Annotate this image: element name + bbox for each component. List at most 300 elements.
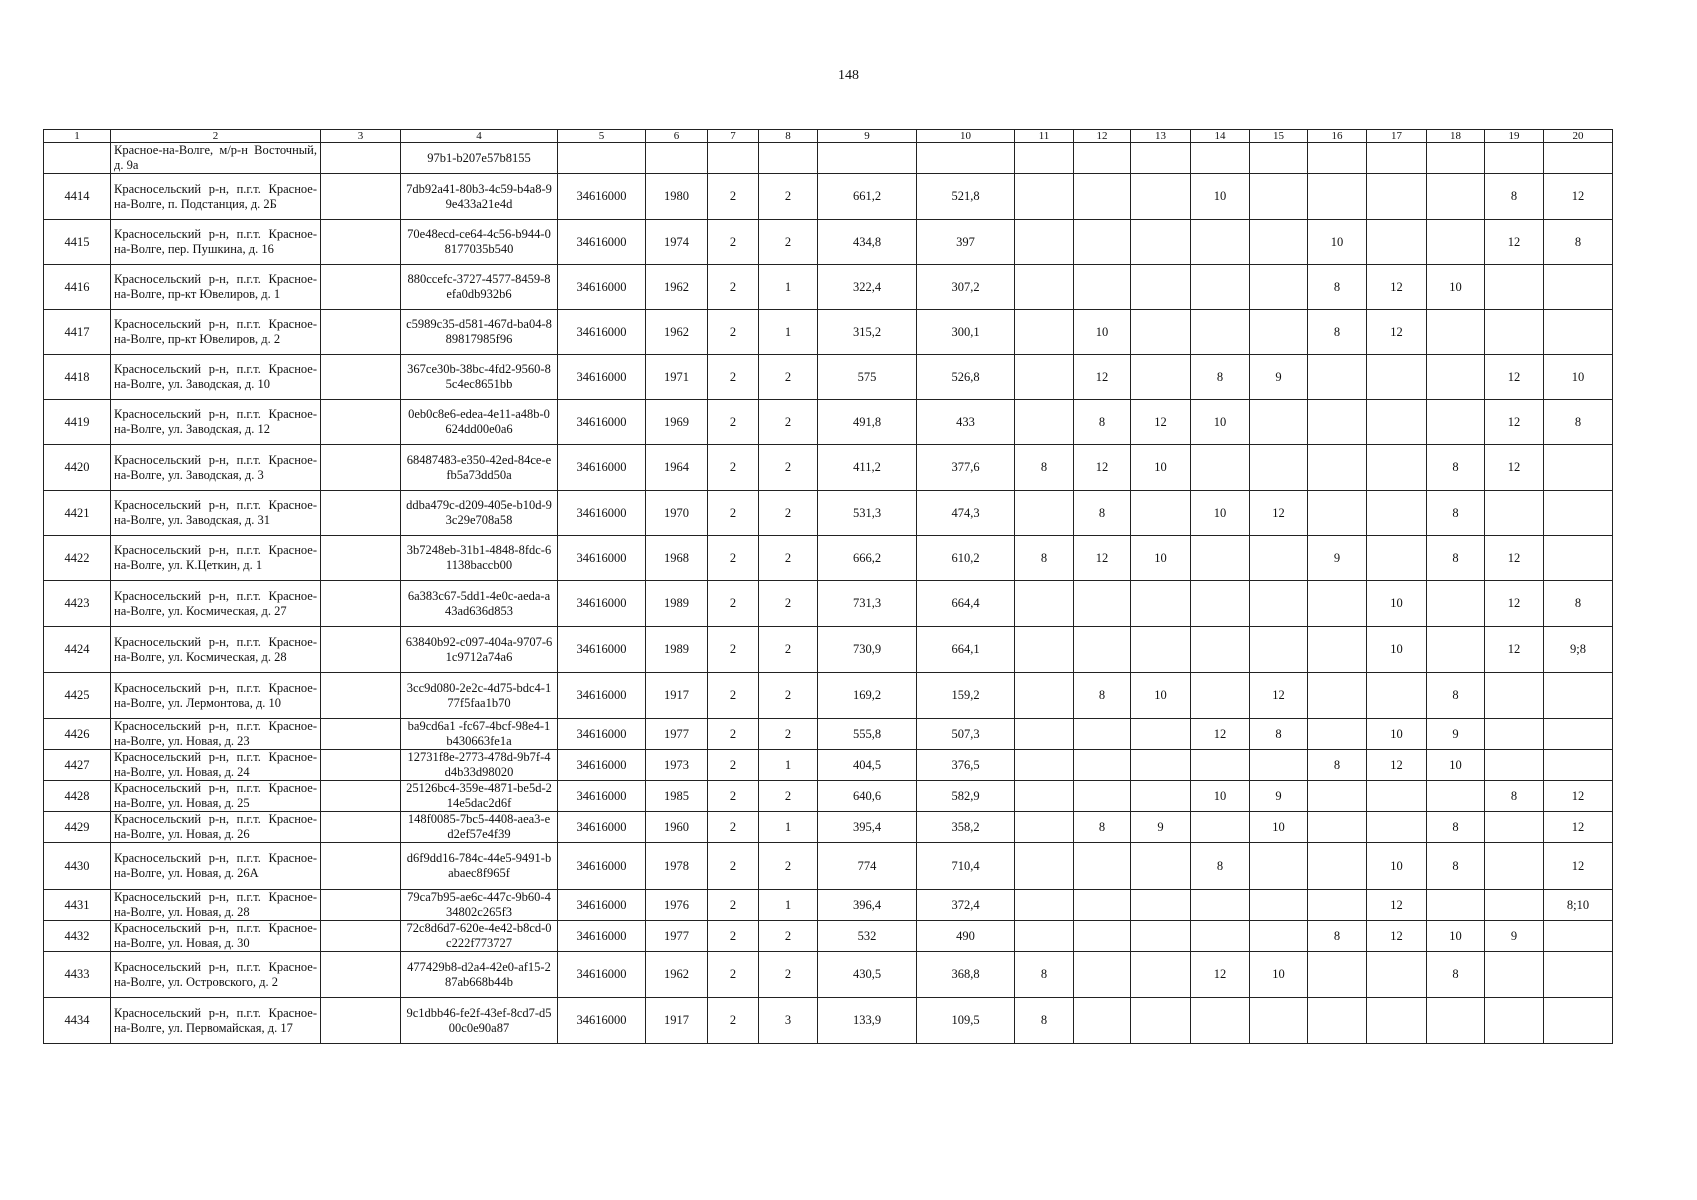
column-14-cell (1191, 812, 1250, 843)
column-18-cell: 8 (1427, 445, 1485, 491)
oktmo-code-cell: 34616000 (558, 491, 646, 536)
column-14-cell (1191, 310, 1250, 355)
column-3-cell (321, 143, 401, 174)
year-built-cell: 1960 (646, 812, 708, 843)
table-row (44, 921, 1613, 952)
column-12-cell (1074, 843, 1131, 890)
column-15-cell (1250, 921, 1308, 952)
guid-cell: ddba479c-d209-405e-b10d-93c29e708a58 (401, 491, 558, 536)
column-header: 16 (1308, 130, 1367, 143)
year-built-cell: 1964 (646, 445, 708, 491)
address-cell: Красносельский р-н, п.г.т. Красное-на-Волге, ул. Новая, д. 24 (111, 750, 321, 781)
year-built-cell: 1973 (646, 750, 708, 781)
column-header: 5 (558, 130, 646, 143)
floors-cell: 2 (708, 400, 759, 445)
column-16-cell (1308, 719, 1367, 750)
column-header: 6 (646, 130, 708, 143)
total-area-cell: 434,8 (818, 220, 917, 265)
column-11-cell (1015, 581, 1074, 627)
table-row (44, 781, 1613, 812)
column-12-cell (1074, 998, 1131, 1044)
column-3-cell (321, 491, 401, 536)
column-12-cell (1074, 581, 1131, 627)
column-19-cell (1485, 310, 1544, 355)
column-header: 1 (44, 130, 111, 143)
year-built-cell: 1968 (646, 536, 708, 581)
column-15-cell (1250, 890, 1308, 921)
column-16-cell (1308, 890, 1367, 921)
column-19-cell (1485, 998, 1544, 1044)
column-15-cell: 9 (1250, 781, 1308, 812)
guid-cell: 880ccefc-3727-4577-8459-8efa0db932b6 (401, 265, 558, 310)
floors-cell: 2 (708, 998, 759, 1044)
column-12-cell (1074, 143, 1131, 174)
column-16-cell (1308, 355, 1367, 400)
entrances-cell: 2 (759, 781, 818, 812)
column-19-cell (1485, 952, 1544, 998)
column-20-cell (1544, 998, 1613, 1044)
column-16-cell (1308, 781, 1367, 812)
column-11-cell (1015, 673, 1074, 719)
column-13-cell (1131, 355, 1191, 400)
column-12-cell (1074, 781, 1131, 812)
total-area-cell: 555,8 (818, 719, 917, 750)
column-18-cell: 8 (1427, 673, 1485, 719)
address-cell: Красносельский р-н, п.г.т. Красное-на-Волге, пер. Пушкина, д. 16 (111, 220, 321, 265)
guid-cell: c5989c35-d581-467d-ba04-889817985f96 (401, 310, 558, 355)
total-area-cell (818, 143, 917, 174)
total-area-cell: 169,2 (818, 673, 917, 719)
column-18-cell (1427, 998, 1485, 1044)
column-header: 14 (1191, 130, 1250, 143)
oktmo-code-cell: 34616000 (558, 812, 646, 843)
year-built-cell: 1980 (646, 174, 708, 220)
column-15-cell (1250, 750, 1308, 781)
living-area-cell: 526,8 (917, 355, 1015, 400)
column-14-cell (1191, 581, 1250, 627)
total-area-cell: 730,9 (818, 627, 917, 673)
living-area-cell: 376,5 (917, 750, 1015, 781)
row-number-cell: 4416 (44, 265, 111, 310)
column-3-cell (321, 581, 401, 627)
guid-cell: 25126bc4-359e-4871-be5d-214e5dac2d6f (401, 781, 558, 812)
column-14-cell (1191, 627, 1250, 673)
floors-cell: 2 (708, 220, 759, 265)
column-13-cell (1131, 265, 1191, 310)
column-18-cell (1427, 781, 1485, 812)
column-20-cell (1544, 143, 1613, 174)
living-area-cell: 300,1 (917, 310, 1015, 355)
column-18-cell: 9 (1427, 719, 1485, 750)
column-12-cell (1074, 952, 1131, 998)
column-14-cell: 10 (1191, 491, 1250, 536)
year-built-cell: 1971 (646, 355, 708, 400)
column-3-cell (321, 265, 401, 310)
table-row (44, 310, 1613, 355)
page-number: 148 (838, 68, 859, 83)
entrances-cell: 2 (759, 952, 818, 998)
column-13-cell: 10 (1131, 673, 1191, 719)
column-20-cell (1544, 536, 1613, 581)
living-area-cell: 307,2 (917, 265, 1015, 310)
oktmo-code-cell (558, 143, 646, 174)
column-13-cell: 10 (1131, 445, 1191, 491)
year-built-cell: 1985 (646, 781, 708, 812)
oktmo-code-cell: 34616000 (558, 843, 646, 890)
table-row (44, 174, 1613, 220)
address-cell: Красносельский р-н, п.г.т. Красное-на-Волге, ул. Новая, д. 26 (111, 812, 321, 843)
total-area-cell: 575 (818, 355, 917, 400)
living-area-cell: 582,9 (917, 781, 1015, 812)
column-17-cell (1367, 781, 1427, 812)
row-number-cell: 4432 (44, 921, 111, 952)
column-16-cell (1308, 491, 1367, 536)
column-18-cell: 10 (1427, 265, 1485, 310)
table-row (44, 581, 1613, 627)
column-15-cell (1250, 310, 1308, 355)
column-11-cell (1015, 627, 1074, 673)
year-built-cell: 1962 (646, 310, 708, 355)
guid-cell: 68487483-e350-42ed-84ce-efb5a73dd50a (401, 445, 558, 491)
living-area-cell: 664,1 (917, 627, 1015, 673)
column-15-cell (1250, 843, 1308, 890)
total-area-cell: 532 (818, 921, 917, 952)
entrances-cell: 2 (759, 355, 818, 400)
column-20-cell: 8 (1544, 581, 1613, 627)
column-14-cell (1191, 265, 1250, 310)
column-20-cell (1544, 491, 1613, 536)
table-row (44, 143, 1613, 174)
column-3-cell (321, 400, 401, 445)
column-18-cell (1427, 890, 1485, 921)
column-14-cell (1191, 220, 1250, 265)
floors-cell: 2 (708, 491, 759, 536)
year-built-cell: 1917 (646, 673, 708, 719)
column-11-cell (1015, 265, 1074, 310)
address-cell: Красное-на-Волге, м/р-н Восточный, д. 9а (111, 143, 321, 174)
column-16-cell (1308, 445, 1367, 491)
guid-cell: 6a383c67-5dd1-4e0c-aeda-a43ad636d853 (401, 581, 558, 627)
entrances-cell: 1 (759, 265, 818, 310)
column-13-cell (1131, 491, 1191, 536)
year-built-cell: 1962 (646, 265, 708, 310)
row-number-cell: 4422 (44, 536, 111, 581)
column-3-cell (321, 673, 401, 719)
year-built-cell: 1970 (646, 491, 708, 536)
row-number-cell: 4428 (44, 781, 111, 812)
column-20-cell: 9;8 (1544, 627, 1613, 673)
column-19-cell: 12 (1485, 445, 1544, 491)
entrances-cell: 2 (759, 581, 818, 627)
table-row (44, 952, 1613, 998)
column-11-cell: 8 (1015, 998, 1074, 1044)
column-16-cell (1308, 673, 1367, 719)
column-16-cell (1308, 174, 1367, 220)
table-row (44, 400, 1613, 445)
row-number-cell: 4429 (44, 812, 111, 843)
total-area-cell: 430,5 (818, 952, 917, 998)
column-3-cell (321, 220, 401, 265)
column-13-cell (1131, 750, 1191, 781)
column-12-cell: 8 (1074, 400, 1131, 445)
column-header: 15 (1250, 130, 1308, 143)
entrances-cell: 2 (759, 921, 818, 952)
column-12-cell (1074, 719, 1131, 750)
table-row (44, 843, 1613, 890)
column-19-cell: 8 (1485, 174, 1544, 220)
column-20-cell (1544, 952, 1613, 998)
column-14-cell (1191, 890, 1250, 921)
address-cell: Красносельский р-н, п.г.т. Красное-на-Волге, ул. Заводская, д. 12 (111, 400, 321, 445)
column-14-cell: 12 (1191, 952, 1250, 998)
entrances-cell: 2 (759, 843, 818, 890)
oktmo-code-cell: 34616000 (558, 921, 646, 952)
column-16-cell: 8 (1308, 310, 1367, 355)
total-area-cell: 661,2 (818, 174, 917, 220)
oktmo-code-cell: 34616000 (558, 627, 646, 673)
column-16-cell (1308, 143, 1367, 174)
column-16-cell (1308, 627, 1367, 673)
floors-cell: 2 (708, 310, 759, 355)
row-number-cell: 4424 (44, 627, 111, 673)
floors-cell: 2 (708, 581, 759, 627)
column-15-cell (1250, 400, 1308, 445)
column-header: 20 (1544, 130, 1613, 143)
guid-cell: 63840b92-c097-404a-9707-61c9712a74a6 (401, 627, 558, 673)
entrances-cell: 1 (759, 812, 818, 843)
row-number-cell: 4427 (44, 750, 111, 781)
guid-cell: 148f0085-7bc5-4408-aea3-ed2ef57e4f39 (401, 812, 558, 843)
column-19-cell (1485, 491, 1544, 536)
guid-cell: 3cc9d080-2e2c-4d75-bdc4-177f5faa1b70 (401, 673, 558, 719)
column-18-cell: 8 (1427, 536, 1485, 581)
entrances-cell: 2 (759, 536, 818, 581)
column-12-cell (1074, 265, 1131, 310)
oktmo-code-cell: 34616000 (558, 220, 646, 265)
entrances-cell: 2 (759, 673, 818, 719)
column-header: 12 (1074, 130, 1131, 143)
entrances-cell: 3 (759, 998, 818, 1044)
column-13-cell (1131, 627, 1191, 673)
table-row (44, 890, 1613, 921)
column-14-cell: 8 (1191, 843, 1250, 890)
column-17-cell: 12 (1367, 265, 1427, 310)
column-15-cell: 10 (1250, 812, 1308, 843)
column-17-cell (1367, 220, 1427, 265)
year-built-cell: 1976 (646, 890, 708, 921)
column-15-cell (1250, 581, 1308, 627)
year-built-cell: 1977 (646, 719, 708, 750)
guid-cell: 97b1-b207e57b8155 (401, 143, 558, 174)
total-area-cell: 315,2 (818, 310, 917, 355)
row-number-cell: 4431 (44, 890, 111, 921)
column-19-cell: 12 (1485, 627, 1544, 673)
column-15-cell: 8 (1250, 719, 1308, 750)
column-3-cell (321, 890, 401, 921)
entrances-cell: 2 (759, 445, 818, 491)
oktmo-code-cell: 34616000 (558, 890, 646, 921)
column-14-cell (1191, 536, 1250, 581)
column-15-cell (1250, 445, 1308, 491)
oktmo-code-cell: 34616000 (558, 445, 646, 491)
column-19-cell: 12 (1485, 400, 1544, 445)
column-header: 19 (1485, 130, 1544, 143)
oktmo-code-cell: 34616000 (558, 719, 646, 750)
floors-cell: 2 (708, 673, 759, 719)
column-17-cell: 12 (1367, 310, 1427, 355)
column-15-cell (1250, 265, 1308, 310)
table-row (44, 627, 1613, 673)
column-13-cell (1131, 174, 1191, 220)
total-area-cell: 731,3 (818, 581, 917, 627)
address-cell: Красносельский р-н, п.г.т. Красное-на-Волге, ул. Космическая, д. 28 (111, 627, 321, 673)
column-header: 8 (759, 130, 818, 143)
living-area-cell: 507,3 (917, 719, 1015, 750)
column-11-cell (1015, 921, 1074, 952)
total-area-cell: 640,6 (818, 781, 917, 812)
column-19-cell (1485, 673, 1544, 719)
entrances-cell: 2 (759, 627, 818, 673)
column-16-cell: 9 (1308, 536, 1367, 581)
row-number-cell: 4434 (44, 998, 111, 1044)
column-11-cell: 8 (1015, 952, 1074, 998)
column-20-cell (1544, 673, 1613, 719)
entrances-cell: 2 (759, 220, 818, 265)
address-cell: Красносельский р-н, п.г.т. Красное-на-Волге, пр-кт Ювелиров, д. 2 (111, 310, 321, 355)
year-built-cell: 1989 (646, 581, 708, 627)
column-17-cell (1367, 952, 1427, 998)
row-number-cell: 4414 (44, 174, 111, 220)
column-12-cell: 8 (1074, 812, 1131, 843)
total-area-cell: 396,4 (818, 890, 917, 921)
column-14-cell: 10 (1191, 174, 1250, 220)
column-3-cell (321, 627, 401, 673)
column-header: 3 (321, 130, 401, 143)
column-11-cell (1015, 310, 1074, 355)
column-18-cell (1427, 581, 1485, 627)
column-17-cell (1367, 400, 1427, 445)
column-3-cell (321, 445, 401, 491)
table-row (44, 750, 1613, 781)
column-19-cell (1485, 719, 1544, 750)
row-number-cell: 4417 (44, 310, 111, 355)
column-3-cell (321, 750, 401, 781)
guid-cell: d6f9dd16-784c-44e5-9491-babaec8f965f (401, 843, 558, 890)
column-19-cell: 12 (1485, 536, 1544, 581)
guid-cell: 367ce30b-38bc-4fd2-9560-85c4ec8651bb (401, 355, 558, 400)
column-12-cell (1074, 174, 1131, 220)
column-20-cell (1544, 265, 1613, 310)
column-12-cell (1074, 921, 1131, 952)
column-16-cell (1308, 812, 1367, 843)
column-number-header-row (44, 130, 1613, 143)
entrances-cell: 2 (759, 491, 818, 536)
column-12-cell (1074, 627, 1131, 673)
total-area-cell: 666,2 (818, 536, 917, 581)
column-11-cell (1015, 491, 1074, 536)
column-20-cell: 12 (1544, 843, 1613, 890)
address-cell: Красносельский р-н, п.г.т. Красное-на-Волге, ул. Заводская, д. 10 (111, 355, 321, 400)
column-18-cell (1427, 220, 1485, 265)
floors-cell: 2 (708, 781, 759, 812)
column-18-cell: 8 (1427, 952, 1485, 998)
table-row (44, 536, 1613, 581)
column-20-cell (1544, 310, 1613, 355)
oktmo-code-cell: 34616000 (558, 581, 646, 627)
column-19-cell (1485, 265, 1544, 310)
column-19-cell: 8 (1485, 781, 1544, 812)
column-11-cell: 8 (1015, 445, 1074, 491)
column-17-cell: 10 (1367, 719, 1427, 750)
column-13-cell (1131, 220, 1191, 265)
column-17-cell: 10 (1367, 627, 1427, 673)
column-15-cell: 9 (1250, 355, 1308, 400)
living-area-cell: 521,8 (917, 174, 1015, 220)
year-built-cell: 1989 (646, 627, 708, 673)
column-13-cell (1131, 310, 1191, 355)
column-12-cell: 10 (1074, 310, 1131, 355)
floors-cell: 2 (708, 921, 759, 952)
living-area-cell: 710,4 (917, 843, 1015, 890)
column-17-cell (1367, 174, 1427, 220)
oktmo-code-cell: 34616000 (558, 400, 646, 445)
column-3-cell (321, 174, 401, 220)
address-cell: Красносельский р-н, п.г.т. Красное-на-Волге, пр-кт Ювелиров, д. 1 (111, 265, 321, 310)
row-number-cell: 4430 (44, 843, 111, 890)
column-18-cell: 8 (1427, 843, 1485, 890)
column-20-cell (1544, 719, 1613, 750)
address-cell: Красносельский р-н, п.г.т. Красное-на-Волге, ул. Космическая, д. 27 (111, 581, 321, 627)
column-15-cell (1250, 998, 1308, 1044)
entrances-cell: 2 (759, 174, 818, 220)
column-11-cell (1015, 400, 1074, 445)
total-area-cell: 133,9 (818, 998, 917, 1044)
registry-table (43, 129, 1613, 1044)
year-built-cell: 1974 (646, 220, 708, 265)
column-17-cell (1367, 536, 1427, 581)
column-19-cell (1485, 750, 1544, 781)
column-20-cell (1544, 750, 1613, 781)
column-20-cell: 12 (1544, 174, 1613, 220)
floors-cell: 2 (708, 627, 759, 673)
column-17-cell (1367, 143, 1427, 174)
total-area-cell: 491,8 (818, 400, 917, 445)
entrances-cell: 2 (759, 400, 818, 445)
floors-cell: 2 (708, 355, 759, 400)
row-number-cell: 4420 (44, 445, 111, 491)
column-3-cell (321, 719, 401, 750)
column-14-cell (1191, 998, 1250, 1044)
entrances-cell: 1 (759, 890, 818, 921)
address-cell: Красносельский р-н, п.г.т. Красное-на-Волге, ул. Заводская, д. 3 (111, 445, 321, 491)
column-20-cell: 12 (1544, 812, 1613, 843)
column-17-cell: 10 (1367, 843, 1427, 890)
column-13-cell (1131, 781, 1191, 812)
year-built-cell (646, 143, 708, 174)
row-number-cell: 4421 (44, 491, 111, 536)
living-area-cell: 664,4 (917, 581, 1015, 627)
year-built-cell: 1977 (646, 921, 708, 952)
address-cell: Красносельский р-н, п.г.т. Красное-на-Волге, ул. Новая, д. 30 (111, 921, 321, 952)
column-17-cell (1367, 998, 1427, 1044)
table-row (44, 998, 1613, 1044)
column-header: 10 (917, 130, 1015, 143)
table-row (44, 445, 1613, 491)
year-built-cell: 1962 (646, 952, 708, 998)
table-row (44, 220, 1613, 265)
column-12-cell: 8 (1074, 673, 1131, 719)
column-13-cell (1131, 952, 1191, 998)
